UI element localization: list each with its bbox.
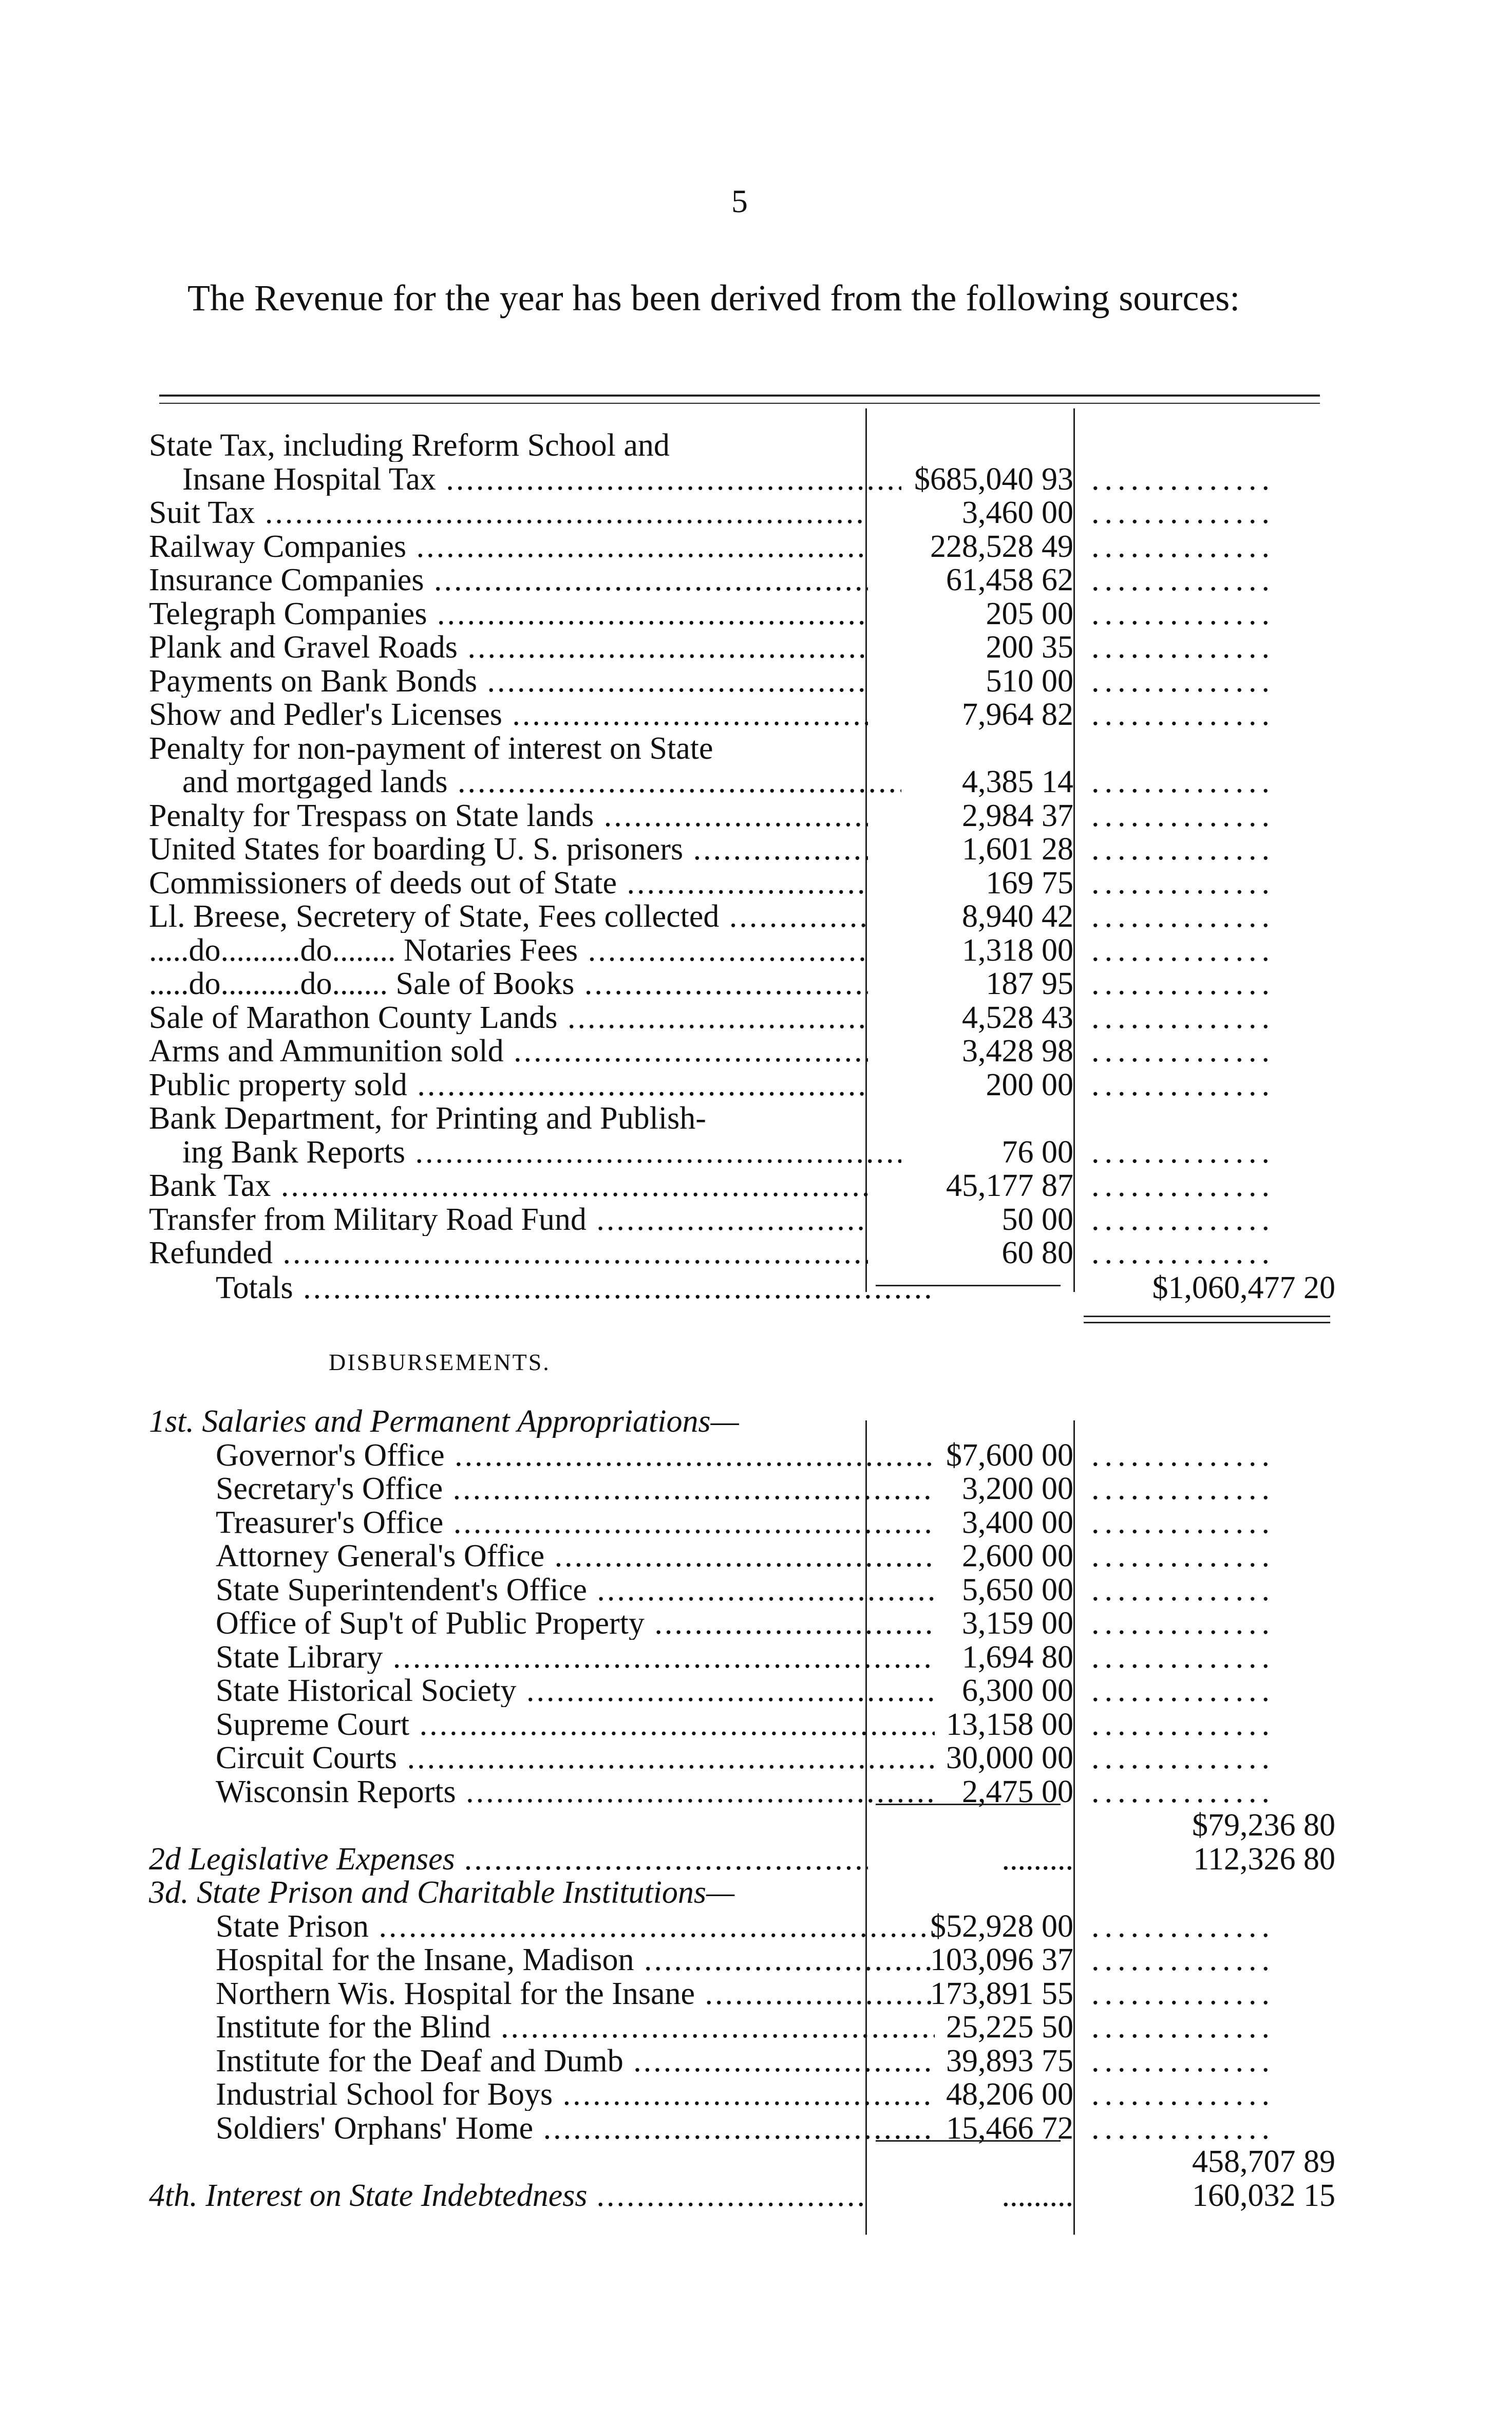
revenue-row	[0, 900, 1512, 933]
disbursements-label: 1st. Salaries and Permanent Appropriations—	[149, 1405, 739, 1438]
double-rule-top	[159, 395, 1320, 397]
leader-dots: ..............	[1091, 1472, 1275, 1505]
revenue-row	[0, 429, 1512, 462]
disbursements-total: 458,707 89	[1192, 2144, 1335, 2179]
leader-dots: ..............	[1091, 1909, 1275, 1943]
totals-label: Totals .....	[216, 1271, 935, 1304]
disbursements-label: 3d. State Prison and Charitable Institutions—	[149, 1876, 735, 1909]
revenue-row	[0, 1237, 1512, 1269]
revenue-label: .....do..........do....... Sale of Books .....	[149, 967, 868, 1000]
revenue-label: Telegraph Companies .....	[149, 597, 868, 630]
revenue-row	[0, 1169, 1512, 1202]
leader-dots: ..............	[1091, 597, 1275, 630]
disbursements-row	[0, 1775, 1512, 1808]
sum-rule	[876, 1285, 1061, 1286]
revenue-label: ing Bank Reports .....	[182, 1136, 901, 1169]
disbursements-row	[0, 2045, 1512, 2077]
leader-dots: ..............	[1091, 1203, 1275, 1236]
leader-dots: ..............	[1091, 2111, 1275, 2145]
leader-dots: ..............	[1091, 1607, 1275, 1640]
revenue-row	[0, 799, 1512, 832]
disbursements-amount: 3,159 00	[962, 1606, 1073, 1641]
disbursements-row	[0, 1641, 1512, 1674]
revenue-amount: 200 00	[986, 1067, 1073, 1102]
disbursements-label: Hospital for the Insane, Madison .....	[216, 1943, 935, 1976]
revenue-amount: 61,458 62	[946, 563, 1073, 597]
revenue-total: $1,060,477 20	[1152, 1270, 1335, 1305]
leader-dots: ..............	[1091, 1438, 1275, 1472]
leader-dots: ..............	[1091, 631, 1275, 664]
disbursements-label: Secretary's Office .....	[216, 1472, 935, 1505]
disbursements-amount: 48,206 00	[946, 2077, 1073, 2112]
disbursements-label: State Library .....	[216, 1641, 935, 1674]
revenue-label: Arms and Ammunition sold .....	[149, 1035, 868, 1067]
leader-dots: ..............	[1091, 496, 1275, 529]
disbursements-amount: 2,475 00	[962, 1774, 1073, 1809]
disbursements-label: Circuit Courts .....	[216, 1741, 935, 1774]
revenue-amount: 1,318 00	[962, 932, 1073, 968]
disbursements-amount: .........	[1001, 1841, 1073, 1877]
revenue-row	[0, 564, 1512, 596]
disbursements-amount: 25,225 50	[946, 2010, 1073, 2045]
leader-dots: ..............	[1091, 1640, 1275, 1674]
disbursements-amount: 15,466 72	[946, 2110, 1073, 2146]
revenue-row	[0, 698, 1512, 731]
disbursements-row	[0, 1943, 1512, 1976]
disbursements-label: Institute for the Deaf and Dumb .....	[216, 2045, 935, 2077]
revenue-label: Transfer from Military Road Fund .....	[149, 1203, 868, 1236]
leader-dots: ..............	[1091, 2011, 1275, 2044]
revenue-amount: 76 00	[1001, 1134, 1073, 1170]
leader-dots: ..............	[1091, 1674, 1275, 1707]
disbursements-row	[0, 1843, 1512, 1876]
leader-dots: ..............	[1091, 1035, 1275, 1067]
revenue-amount: 169 75	[986, 865, 1073, 901]
revenue-amount: 7,964 82	[962, 697, 1073, 732]
disbursements-heading-text: DISBURSEMENTS.	[329, 1349, 551, 1375]
disbursements-row	[0, 1977, 1512, 2010]
total-double-rule-bottom	[1084, 1322, 1330, 1323]
disbursements-label: Institute for the Blind .....	[216, 2011, 935, 2044]
intro-text: The Revenue for the year has been derived from the following sources:	[187, 277, 1240, 319]
disbursements-label: State Superintendent's Office .....	[216, 1574, 935, 1606]
disbursements-row	[0, 1405, 1512, 1438]
leader-dots: ..............	[1091, 1741, 1275, 1774]
disbursements-row	[0, 1741, 1512, 1774]
revenue-row	[0, 496, 1512, 529]
revenue-amount: 8,940 42	[962, 899, 1073, 934]
leader-dots: ..............	[1091, 900, 1275, 933]
revenue-amount: 200 35	[986, 630, 1073, 665]
revenue-label: .....do..........do........ Notaries Fees .....	[149, 934, 868, 967]
disbursements-label: 4th. Interest on State Indebtedness .....	[149, 2179, 868, 2212]
double-rule-bottom	[159, 403, 1320, 404]
disbursements-row	[0, 2112, 1512, 2145]
leader-dots: ..............	[1091, 564, 1275, 596]
revenue-label: Insurance Companies .....	[149, 564, 868, 596]
revenue-label: Payments on Bank Bonds .....	[149, 665, 868, 698]
revenue-label: and mortgaged lands .....	[182, 765, 901, 798]
revenue-label: Commissioners of deeds out of State .....	[149, 867, 868, 900]
disbursements-amount: 6,300 00	[962, 1673, 1073, 1708]
revenue-amount: 45,177 87	[946, 1168, 1073, 1203]
revenue-amount: 187 95	[986, 966, 1073, 1001]
leader-dots: ..............	[1091, 1135, 1275, 1169]
revenue-row	[0, 1001, 1512, 1034]
disbursements-total: 112,326 80	[1193, 1841, 1335, 1877]
leader-dots: ..............	[1091, 833, 1275, 866]
revenue-amount: 510 00	[986, 663, 1073, 699]
revenue-amount: 4,385 14	[962, 764, 1073, 799]
disbursements-label: State Historical Society .....	[216, 1674, 935, 1707]
disbursements-amount: 5,650 00	[962, 1572, 1073, 1607]
leader-dots: ..............	[1091, 2044, 1275, 2077]
revenue-label: Railway Companies .....	[149, 530, 868, 563]
revenue-row	[0, 1035, 1512, 1067]
revenue-amount: 4,528 43	[962, 1000, 1073, 1035]
leader-dots: ..............	[1091, 765, 1275, 798]
disbursements-row	[0, 2011, 1512, 2044]
leader-dots: ..............	[1091, 1943, 1275, 1976]
disbursements-amount: 2,600 00	[962, 1539, 1073, 1574]
disbursements-row	[0, 1708, 1512, 1741]
disbursements-label: Attorney General's Office .....	[216, 1540, 935, 1572]
disbursements-total: 160,032 15	[1192, 2178, 1335, 2213]
disbursements-label: 2d Legislative Expenses .....	[149, 1843, 868, 1876]
revenue-label: Bank Tax .....	[149, 1169, 868, 1202]
leader-dots: ..............	[1091, 1573, 1275, 1606]
revenue-label: Bank Department, for Printing and Publish-	[149, 1102, 706, 1135]
leader-dots: ..............	[1091, 530, 1275, 563]
revenue-amount: 60 80	[1001, 1235, 1073, 1270]
page-number: 5	[731, 183, 748, 219]
disbursements-label: Soldiers' Orphans' Home .....	[216, 2112, 935, 2145]
revenue-label: Penalty for Trespass on State lands .....	[149, 799, 868, 832]
leader-dots: ..............	[1091, 1708, 1275, 1741]
revenue-row	[0, 867, 1512, 900]
revenue-row	[0, 597, 1512, 630]
revenue-row	[0, 631, 1512, 664]
disbursements-label: Supreme Court .....	[216, 1708, 935, 1741]
revenue-row	[0, 1069, 1512, 1101]
disbursements-amount: 3,400 00	[962, 1505, 1073, 1540]
disbursements-row	[0, 1876, 1512, 1909]
disbursements-amount: $52,928 00	[930, 1908, 1073, 1944]
leader-dots: ..............	[1091, 799, 1275, 832]
disbursements-label: Office of Sup't of Public Property .....	[216, 1607, 935, 1640]
revenue-amount: 3,460 00	[962, 495, 1073, 530]
leader-dots: ..............	[1091, 462, 1275, 496]
leader-dots: ..............	[1091, 1775, 1275, 1808]
subtotal-rule	[876, 2140, 1061, 2142]
revenue-amount: 228,528 49	[930, 529, 1073, 564]
disbursements-amount: 39,893 75	[946, 2043, 1073, 2078]
disbursements-row	[0, 1674, 1512, 1707]
revenue-amount: 3,428 98	[962, 1034, 1073, 1069]
disbursements-label: Northern Wis. Hospital for the Insane .....	[216, 1977, 935, 2010]
disbursements-total: $79,236 80	[1192, 1808, 1335, 1843]
leader-dots: ..............	[1091, 1001, 1275, 1034]
disbursements-amount: .........	[1001, 2178, 1073, 2213]
revenue-amount: 50 00	[1001, 1202, 1073, 1237]
leader-dots: ..............	[1091, 933, 1275, 967]
disbursements-amount: 30,000 00	[946, 1740, 1073, 1775]
disbursements-amount: 3,200 00	[962, 1471, 1073, 1506]
revenue-row	[0, 1136, 1512, 1169]
revenue-amount: $685,040 93	[914, 461, 1073, 497]
revenue-amount: 205 00	[986, 596, 1073, 631]
disbursements-row	[0, 1439, 1512, 1472]
total-double-rule-top	[1084, 1316, 1330, 1317]
revenue-label: Plank and Gravel Roads .....	[149, 631, 868, 664]
leader-dots: ..............	[1091, 1237, 1275, 1269]
disbursements-row	[0, 2179, 1512, 2212]
revenue-label: United States for boarding U. S. prisoners .....	[149, 833, 868, 866]
revenue-amount: 1,601 28	[962, 832, 1073, 867]
revenue-label: Insane Hospital Tax .....	[182, 463, 901, 496]
disbursements-row	[0, 1607, 1512, 1640]
revenue-row	[0, 463, 1512, 496]
revenue-label: Sale of Marathon County Lands .....	[149, 1001, 868, 1034]
leader-dots: ..............	[1091, 698, 1275, 731]
revenue-row	[0, 1203, 1512, 1236]
revenue-amount: 2,984 37	[962, 798, 1073, 833]
disbursements-label: Treasurer's Office .....	[216, 1506, 935, 1539]
disbursements-row	[0, 1506, 1512, 1539]
revenue-row	[0, 665, 1512, 698]
leader-dots: ..............	[1091, 1169, 1275, 1202]
disbursements-label: Wisconsin Reports .....	[216, 1775, 935, 1808]
revenue-row	[0, 530, 1512, 563]
leader-dots: ..............	[1091, 1068, 1275, 1101]
revenue-row	[0, 967, 1512, 1000]
totals-row	[0, 1271, 1512, 1304]
revenue-row	[0, 732, 1512, 765]
disbursements-amount: 173,891 55	[930, 1976, 1073, 2011]
leader-dots: ..............	[1091, 664, 1275, 698]
leader-dots: ..............	[1091, 1506, 1275, 1539]
disbursements-row	[0, 1472, 1512, 1505]
revenue-label: Penalty for non-payment of interest on State	[149, 732, 713, 765]
subtotal-rule	[876, 1804, 1061, 1805]
leader-dots: ..............	[1091, 866, 1275, 900]
leader-dots: ..............	[1091, 967, 1275, 1000]
disbursements-amount: 1,694 80	[962, 1639, 1073, 1675]
disbursements-row	[0, 1809, 1512, 1842]
disbursements-row	[0, 1574, 1512, 1606]
revenue-label: Refunded .....	[149, 1237, 868, 1269]
revenue-row	[0, 934, 1512, 967]
leader-dots: ..............	[1091, 1540, 1275, 1572]
disbursements-row	[0, 1540, 1512, 1572]
revenue-row	[0, 833, 1512, 866]
revenue-row	[0, 1102, 1512, 1135]
revenue-label: Suit Tax .....	[149, 496, 868, 529]
disbursements-label: Governor's Office .....	[216, 1439, 935, 1472]
revenue-label: State Tax, including Rreform School and	[149, 429, 670, 462]
revenue-label: Ll. Breese, Secretery of State, Fees collected .....	[149, 900, 868, 933]
disbursements-label: State Prison .....	[216, 1910, 935, 1943]
disbursements-amount: $7,600 00	[946, 1437, 1073, 1473]
disbursements-amount: 13,158 00	[946, 1707, 1073, 1742]
disbursements-row	[0, 1910, 1512, 1943]
disbursements-row	[0, 2145, 1512, 2178]
disbursements-label: Industrial School for Boys .....	[216, 2078, 935, 2111]
leader-dots: ..............	[1091, 1977, 1275, 2010]
revenue-label: Public property sold .....	[149, 1069, 868, 1101]
revenue-row	[0, 765, 1512, 798]
revenue-label: Show and Pedler's Licenses .....	[149, 698, 868, 731]
disbursements-amount: 103,096 37	[930, 1942, 1073, 1977]
leader-dots: ..............	[1091, 2078, 1275, 2111]
disbursements-row	[0, 2078, 1512, 2111]
